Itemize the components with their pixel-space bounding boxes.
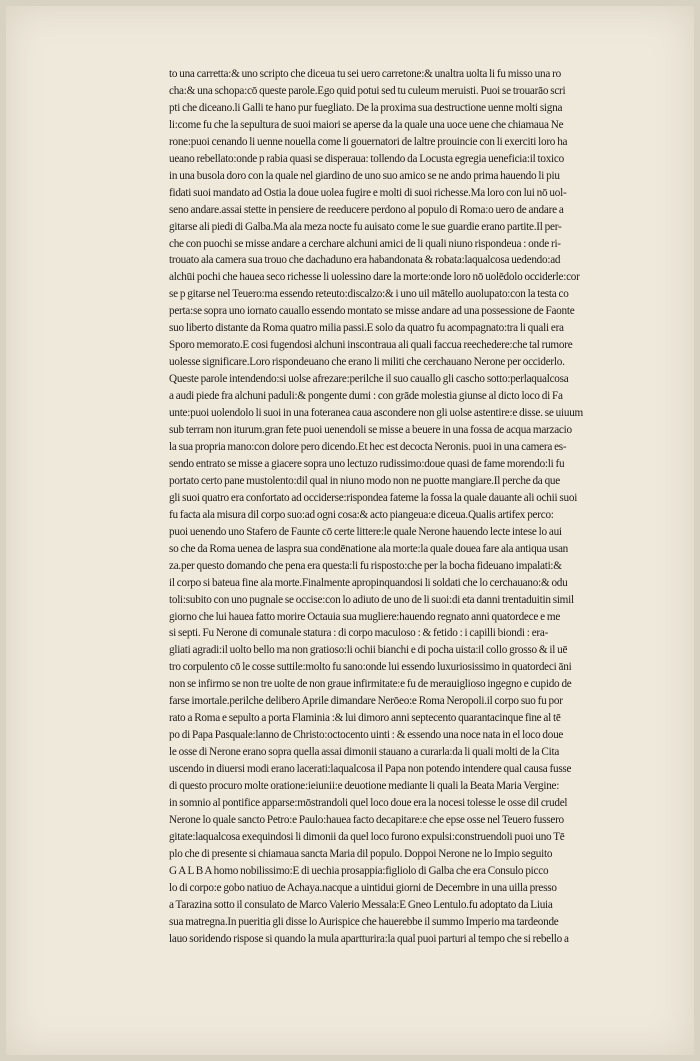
text-line: rone:puoi cenando li uenne nouella come li gouernatori de laltre prouincie con li exerciti loro ha — [169, 135, 568, 148]
text-line: so che da Roma uenea de laspra sua condēnatione ala morte:la quale douea fare ala antiqua usan — [169, 542, 569, 555]
text-line: li:come fu che la sepultura de suoi maiori se aperse da la quale una uoce uene che chiamaua Ne — [169, 118, 564, 131]
text-line: tro corpulento cō le cosse suttile:molto fu sano:onde lui essendo luxuriosissimo in quatordeci āni — [169, 661, 572, 674]
text-line: uscendo in diuersi modi erano lacerati:laqualcosa il Papa non potendo intendere qual causa fusse — [169, 763, 572, 776]
text-line: seno andare.assai stette in pensiere de reeducere perdono al populo di Roma:o uero de andare a — [169, 203, 564, 216]
text-line: pti che diceano.li Galli te hano pur fuegliato. De la proxima sua destructione uenne molti signa — [169, 101, 563, 114]
text-line: si septi. Fu Nerone di comunale statura : di corpo maculoso : & fetido : i capilli biondi : era- — [169, 627, 549, 640]
text-line: cha:& una schopa:cō queste parole.Ego quid potui sed tu culeum meruisti. Puoi se trouarāo scri — [169, 84, 566, 97]
text-line: sua matregna.In pueritia gli disse lo Aurispice che hauerebbe il summo Imperio ma tardeonde — [169, 915, 559, 928]
text-line: ueano rebellato:onde p rabia quasi se disperaua: tollendo da Locusta egregia ueneficia:il toxico — [169, 152, 564, 165]
text-line: gli suoi quatro era confortato ad occiderse:rispondea fateme la fossa la quale dauante ali ochii suoi — [169, 491, 578, 504]
text-line: alchūi pochi che hauea seco richesse li uolessino dare la morte:onde loro nō uolēdolo occiderle:cor — [169, 271, 580, 284]
text-line: gitate:laqualcosa exequindosi li dimonii da quel loco furono expulsi:construendoli puoi uno Tē — [169, 830, 565, 843]
text-line: le osse di Nerone erano sopra quella assai dimonii stauano a curarla:da li quali molti de la Cita — [169, 746, 560, 759]
text-line: in somnio al pontifice apparse:mōstrandoli quel loco doue era la nocesi tolesse le osse dil crudel — [169, 796, 568, 809]
text-line: farse imortale.perilche delibero Aprile dimandare Nerōeo:e Roma Neropoli.il corpo suo fu por — [169, 695, 563, 708]
text-line: a Tarazina sotto il consulato de Marco Valerio Messala:E Gneo Lentulo.fu adoptato da Liuia — [169, 898, 553, 911]
text-line: giorno che lui hauea fatto morire Octauia sua mugliere:hauendo regnato anni quatordece e me — [169, 610, 561, 623]
text-line: to una carretta:& uno scripto che diceua tu sei uero carretone:& unaltra uolta li fu misso una ro — [169, 68, 561, 80]
text-line: non se infirmo se non tre uolte de non graue infirmitate:e fu de merauiglioso ingegno e cupido de — [169, 678, 572, 691]
text-line: Sporo memorato.E cosi fugendosi alchuni inscontraua ali quali faccua reechedere:che tal rumore — [169, 339, 573, 352]
text-line: G A L B A homo nobilissimo:E di uechia prosappia:figliolo di Galba che era Consulo picco — [169, 864, 549, 877]
text-line: il corpo si bateua fine ala morte.Finalmente apropinquandosi li soldati che lo cerchauano:& odu — [169, 576, 568, 589]
text-line: lo di corpo:e gobo natiuo de Achaya.nacque a uintidui giorni de Decembre in una uilla presso — [169, 881, 557, 894]
text-line: uolesse significare.Loro rispondeuano che erano li militi che cerchauano Nerone per occiderlo. — [169, 356, 565, 369]
text-line: sub terram non iturum.gran fete puoi uenendoli se misse a beuere in una fossa de acqua marzacio — [169, 424, 572, 437]
text-line: fu facta ala misura dil corpo suo:ad ogni cosa:& acto piangeua:e diceua.Qualis artifex perco: — [169, 508, 554, 521]
text-line: po di Papa Pasquale:lanno de Christo:octocento uinti : & essendo una noce nata in el loco doue — [169, 729, 564, 742]
book-page — [6, 6, 694, 1055]
text-column — [169, 66, 639, 948]
text-line: fidati suoi mandato ad Ostia la doue uolea fugire e molti di suoi richesse.Ma loro con lui nō uol- — [169, 186, 567, 199]
text-line: puoi uenendo uno Stafero de Faunte cō certe littere:le quale Nerone hauendo lecte intese lo aui — [169, 525, 562, 538]
text-line: plo che di presente si chiamaua sancta Maria dil populo. Doppoi Nerone ne lo Impio seguito — [169, 847, 553, 860]
text-line: Queste parole intendendo:si uolse afrezare:perilche il suo cauallo gli cascho sotto:perlaqualcosa — [169, 373, 569, 386]
text-line: in una busola doro con la quale nel giardino de uno suo amico se ne ando prima hauendo li piu — [169, 169, 560, 182]
text-line: portato certo pane mustolento:dil qual in niuno modo non ne puotte mangiare.Il perche da que — [169, 474, 560, 487]
text-line: di questo procuro molte oratione:ieiunii:e deuotione mediante li quali la Beata Maria Vergine: — [169, 780, 560, 793]
text-line: toli:subito con uno pugnale se occise:con lo adiuto de uno de li suoi:di eta danni trentaduitin simil — [169, 593, 574, 606]
text-line: gliati agradi:il uolto bello ma non gratioso:li ochii bianchi e di pocha uista:il collo grosso & il uē — [169, 644, 568, 657]
text-line: lauo soridendo rispose si quando la mula apartturira:la qual puoi parturi al tempo che si rebello a — [169, 932, 569, 945]
text-line: che con puochi se misse andare a cerchare alchuni amici de li quali niuno rispondeua : onde ri- — [169, 237, 561, 250]
text-line: se p gitarse nel Teuero:ma essendo reteuto:discalzo:& i uno uil mātello auolupato:con la testa co — [169, 288, 569, 301]
text-line: la sua propria mano:con dolore pero dicendo.Et hec est decocta Neronis. puoi in una camera es- — [169, 440, 567, 453]
text-line: Nerone lo quale sancto Petro:e Paulo:hauea facto decapitare:e che epse osse nel Teuero fussero — [169, 813, 564, 826]
text-line: gitarse ali piedi di Galba.Ma ala meza nocte fu auisato come le sue guardie erano partite.Il per- — [169, 220, 562, 233]
text-line: za.per questo domando che pena era questa:li fu risposto:che per la bocha fideuano impalati:& — [169, 559, 562, 572]
text-line: suo liberto distante da Roma quatro milia passi.E solo da quatro fu acompagnato:tra li quali era — [169, 322, 564, 335]
text-line: a audi piede fra alchuni paduli:& pongente dumi : con grāde molestia giunse al dicto loco di Fa — [169, 390, 563, 403]
text-line: trouato ala camera sua trouo che dachaduno era habandonata & robata:laqualcosa uedendo:ad — [169, 254, 561, 267]
text-line: sendo entrato se misse a giacere sopra uno lectuzo rudissimo:doue quasi de fame morendo:li fu — [169, 457, 565, 470]
text-line: unte:puoi uolendolo li suoi in una foteranea caua ascondere non gli uolse astentire:e disse. se uiuum — [169, 407, 584, 420]
text-line: rato a Roma e sepulto a porta Flaminia :& lui dimoro anni septecento quarantacinque fine al tē — [169, 712, 561, 725]
text-line: perta:se sopra uno iornato cauallo essendo montato se misse andare ad una possessione de Faonte — [169, 305, 575, 318]
